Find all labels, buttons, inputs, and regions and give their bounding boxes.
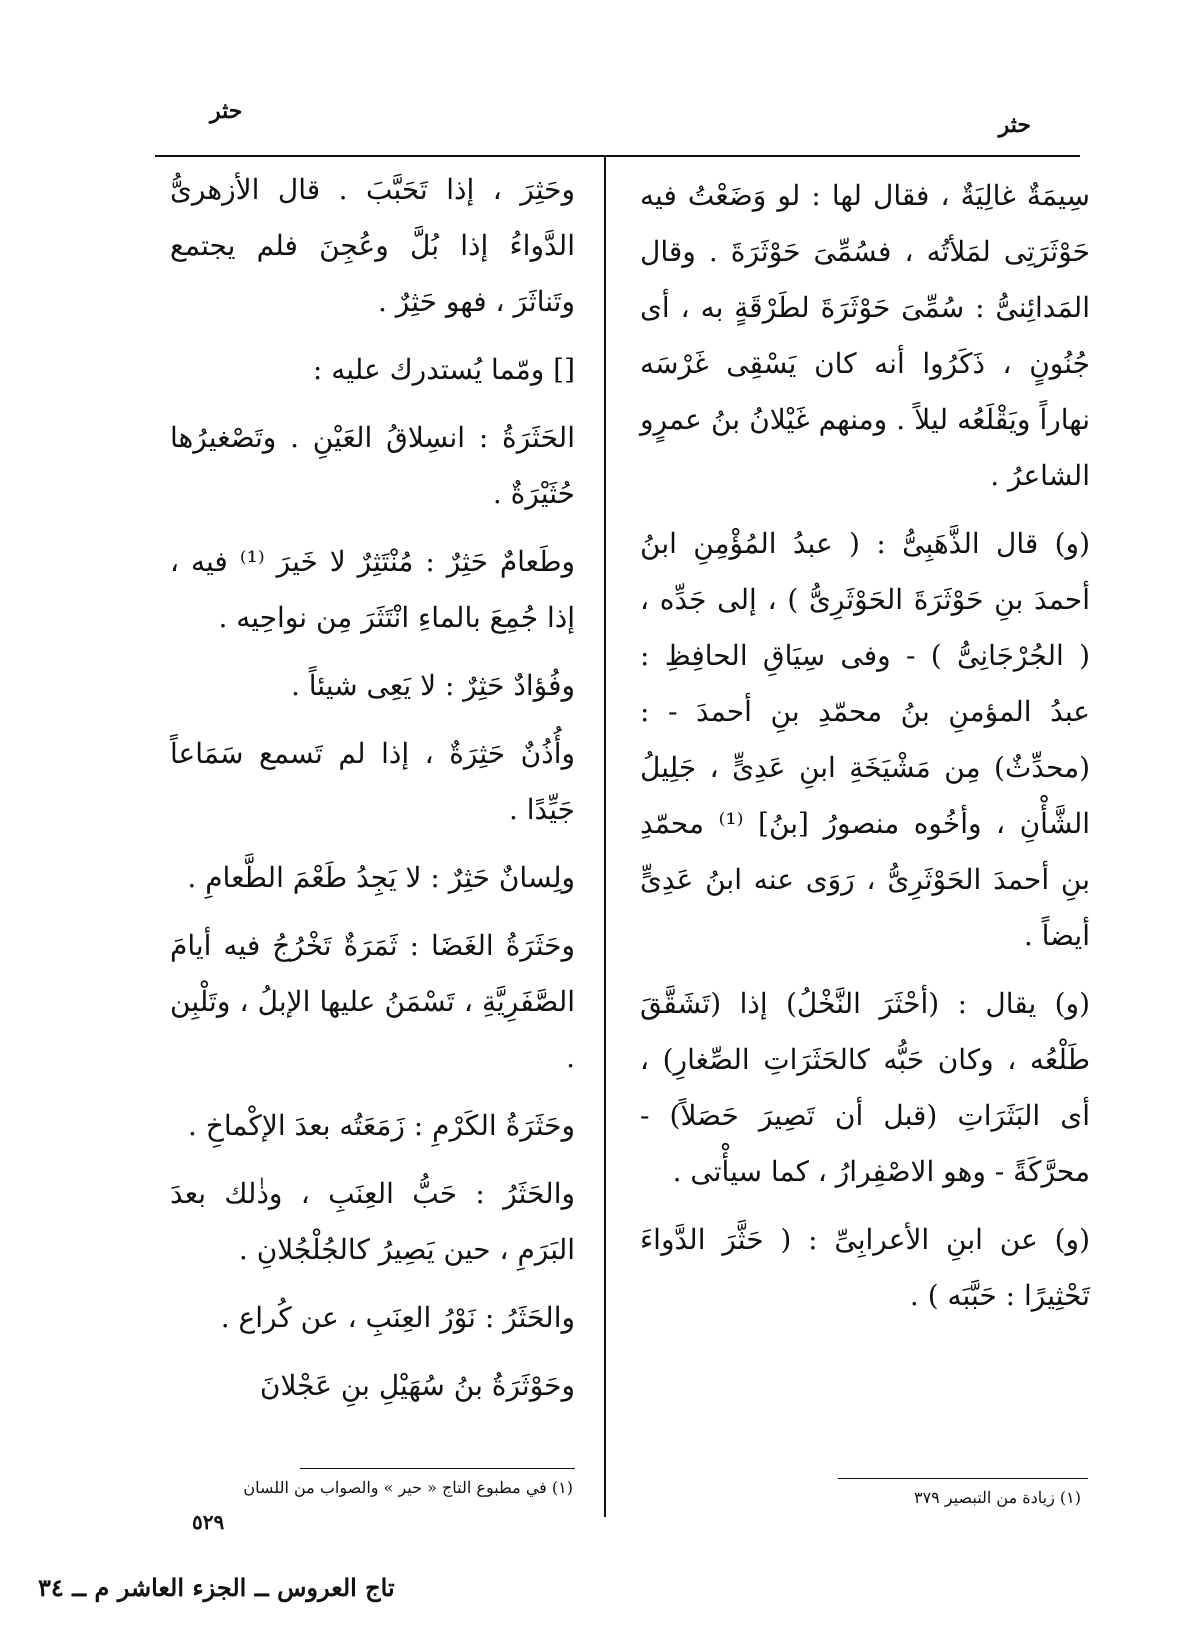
paragraph: (و) عن ابنِ الأعرابِىِّ : ( حَثَّرَ الدَّواءَ تَحْثِيرًا : حَبَّبَه ) . xyxy=(640,1223,1090,1312)
paragraph: والحَثَرُ : نَوْرُ العِنَبِ ، عن كُراع . xyxy=(220,1301,575,1334)
paragraph: [] ومّما يُستدرك عليه : xyxy=(312,353,575,386)
left-column xyxy=(170,162,575,1426)
running-head-left: حثر xyxy=(210,98,243,124)
page-number: ٥٢٩ xyxy=(192,1510,225,1534)
paragraph: (و) قال الذَّهَبِىُّ : ( عبدُ المُؤْمِنِ ابنُ أحمدَ بنِ حَوْثَرَةَ الحَوْثَرِىُّ ) ، إلى جَدِّه ، ( الجُرْجَانِىُّ ) - وفى سِيَاقِ الحافِظِ : عبدُ المؤمنِ بنُ محمّدِ بنِ أحمدَ - : (محدِّثٌ) مِن مَشْيَخَةِ ابنِ عَدِىٍّ ، جَلِيلُ الشَّأْنِ ، وأخُوه منصورُ [بنُ] ⁽¹⁾ محمّدِ بنِ أحمدَ الحَوْثَرِىُّ ، رَوَى عنه ابنُ عَدِىٍّ أيضاً . xyxy=(640,527,1090,952)
header-rule xyxy=(155,155,1080,157)
paragraph: سِيمَةٌ غالِيَةٌ ، فقال لها : لو وَضَعْتُ فيه حَوْثَرَتِى لمَلأتُه ، فسُمِّىَ حَوْثَرَةَ . وقال المَدائِنىُّ : سُمِّىَ حَوْثَرَةَ لطَرْقَةٍ به ، أى جُنُونٍ ، ذَكَرُوا أنه كان يَسْقِى غَرْسَه نهاراً ويَقْلَعُه ليلاً . ومنهم غَيْلانُ بنُ عمرٍو الشاعرُ . xyxy=(640,179,1090,492)
paragraph: الحَثَرَةُ : انسِلاقُ العَيْنِ . وتَصْغيرُها حُثَيْرَةٌ . xyxy=(170,421,575,510)
paragraph: وفُؤادٌ حَثِرٌ : لا يَعِى شيئاً . xyxy=(290,669,575,702)
footnote-rule-right xyxy=(838,1478,1088,1479)
page-footer: تاج العروس ــ الجزء العاشر م ــ ٣٤ xyxy=(38,1573,395,1602)
paragraph: (و) يقال : (أحْثَرَ النَّخْلُ) إذا (تَشَقَّقَ طَلْعُه ، وكان حَبُّه كالحَثَرَاتِ الصِّغارِ) ، أى البَثَرَاتِ (قبل أن تَصِيرَ حَصَلاً) - محرَّكَةً - وهو الاصْفِرارُ ، كما سيأْتى . xyxy=(640,987,1090,1188)
footnote-rule-left xyxy=(300,1468,575,1469)
paragraph: والحَثَرُ : حَبُّ العِنَبِ ، وذٰلك بعدَ البَرَمِ ، حين يَصِيرُ كالجُلْجُلانِ . xyxy=(170,1177,575,1266)
paragraph: وحَثِرَ ، إذا تَحَبَّبَ . قال الأزهرىُّ الدَّواءُ إذا بُلَّ وعُجِنَ فلم يجتمع وتَناثَرَ ، فهو حَثِرٌ . xyxy=(170,173,575,318)
paragraph: وحَوْثَرَةُ بنُ سُهَيْلِ بنِ عَجْلانَ xyxy=(259,1369,575,1402)
footnote-right: (١) زيادة من التبصير ٣٧٩ xyxy=(913,1488,1081,1507)
running-head-right: حثر xyxy=(998,112,1031,138)
column-divider xyxy=(604,157,606,1517)
paragraph: وحَثَرَةُ الغَضَا : ثَمَرَةٌ تَخْرُجُ فيه أيامَ الصَّفَرِيَّةِ ، تَسْمَنُ عليها الإبلُ ، وتَلْبِن . xyxy=(170,929,575,1074)
paragraph: وأُذُنٌ حَثِرَةٌ ، إذا لم تَسمع سَمَاعاً جَيِّدًا . xyxy=(170,737,575,826)
paragraph: ولِسانٌ حَثِرٌ : لا يَجِدُ طَعْمَ الطَّعامِ . xyxy=(187,861,575,894)
paragraph: وحَثَرَةُ الكَرْمِ : زَمَعَتُه بعدَ الإكْماخِ . xyxy=(187,1109,575,1142)
right-column xyxy=(640,168,1090,1336)
footnote-left: (١) في مطبوع التاج « حير » والصواب من اللسان xyxy=(243,1478,573,1497)
paragraph: وطَعامٌ حَثِرٌ : مُنْتَثِرٌ لا خَيرَ ⁽¹⁾ فيه ، إذا جُمِعَ بالماءِ انْتَثَرَ مِن نواحِيه . xyxy=(170,545,575,634)
